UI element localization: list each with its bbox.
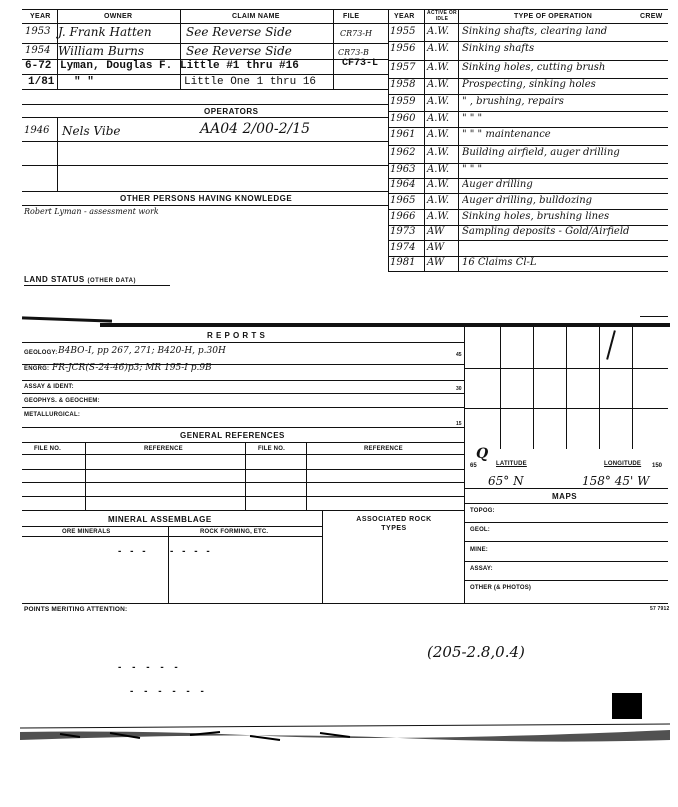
geophys-label: GEOPHYS. & GEOCHEM: <box>24 398 100 404</box>
year2-header: YEAR <box>394 13 415 20</box>
operation-year: 1964 <box>390 179 416 190</box>
operation-type: Sinking holes, cutting brush <box>462 62 606 73</box>
operation-status: A.W. <box>427 147 450 158</box>
operation-status: A.W. <box>427 79 450 90</box>
operation-year: 1960 <box>390 113 416 124</box>
reports-title: R E P O R T S <box>207 331 266 340</box>
geol-label: GEOL: <box>470 527 490 533</box>
latitude-degree-mark: 65 <box>470 463 477 469</box>
other-persons-text: Robert Lyman - assessment work <box>24 207 159 216</box>
rock-forming-header: ROCK FORMING, ETC. <box>200 529 269 535</box>
operation-type: " " " maintenance <box>462 129 551 140</box>
geology-value: B4BO-I, pp 267, 271; B420-H, p.30H <box>58 346 226 356</box>
owner-row-name: " " <box>74 76 94 88</box>
operation-status: A.W. <box>427 179 450 190</box>
operation-status: AW <box>427 226 445 237</box>
operation-status: A.W. <box>427 211 450 222</box>
stray-dashes: - - - - - <box>118 662 182 673</box>
active-idle-header: ACTIVE OR IDLE <box>427 10 457 22</box>
operation-year: 1981 <box>390 257 416 268</box>
associated-rock-types-header: ASSOCIATED ROCK TYPES <box>356 516 432 532</box>
black-square <box>612 693 642 719</box>
reference-header: REFERENCE <box>144 446 183 452</box>
owner-row-year: 1953 <box>25 26 51 37</box>
operation-status: A.W. <box>427 26 450 37</box>
operation-type: Auger drilling <box>462 179 533 190</box>
quadrant-mark: Q <box>476 446 489 462</box>
operation-type: Prospecting, sinking holes <box>462 79 596 90</box>
operation-year: 1955 <box>390 26 416 37</box>
operation-year: 1962 <box>390 147 416 158</box>
file-header: FILE <box>343 13 360 20</box>
operation-year: 1965 <box>390 195 416 206</box>
row-number: 15 <box>456 421 462 427</box>
operation-status: A.W. <box>427 43 450 54</box>
owner-header: OWNER <box>104 13 133 20</box>
operation-status: A.W. <box>427 96 450 107</box>
operator-ref: AA04 2/00-2/15 <box>200 121 311 137</box>
operation-type: Auger drilling, bulldozing <box>462 195 593 206</box>
operation-year: 1956 <box>390 43 416 54</box>
year-header: YEAR <box>30 13 51 20</box>
owner-row-year: 1/81 <box>28 76 55 88</box>
assay-map-label: ASSAY: <box>470 566 493 572</box>
operation-status: A.W. <box>427 164 450 175</box>
assay-label: ASSAY & IDENT: <box>24 384 74 390</box>
owner-row-file: CR73-H <box>340 29 373 38</box>
operation-type: 16 Claims Cl-L <box>462 257 537 268</box>
scan-noise-band <box>20 718 670 748</box>
engrg-label: ENGRG: <box>24 366 50 372</box>
operation-year: 1973 <box>390 226 416 237</box>
form-number: 57 7912 <box>650 606 670 612</box>
ore-dashes: - - - <box>118 546 149 557</box>
owner-row-claim: Little #1 thru #16 <box>180 60 299 72</box>
ore-minerals-header: ORE MINERALS <box>62 529 111 535</box>
longitude-degree-mark: 150 <box>652 463 663 469</box>
operation-year: 1958 <box>390 79 416 90</box>
row-number: 30 <box>456 386 462 392</box>
operation-type: Sinking holes, brushing lines <box>462 211 610 222</box>
owner-row-name: William Burns <box>58 44 144 58</box>
longitude-label: LONGITUDE <box>604 461 642 467</box>
mine-label: MINE: <box>470 547 488 553</box>
maps-title: MAPS <box>552 492 578 501</box>
crew-header: CREW <box>640 13 663 20</box>
owner-row-claim: See Reverse Side <box>186 44 292 58</box>
mineral-assemblage-title: MINERAL ASSEMBLAGE <box>108 515 212 524</box>
operation-year: 1974 <box>390 242 416 253</box>
owner-row-claim: Little One 1 thru 16 <box>184 76 317 88</box>
operation-year: 1957 <box>390 62 416 73</box>
operation-type: Building airfield, auger drilling <box>462 147 620 158</box>
land-status-label: LAND STATUS (OTHER DATA) <box>24 275 136 284</box>
operation-status: A.W. <box>427 195 450 206</box>
reference-header-2: REFERENCE <box>364 446 403 452</box>
other-persons-title: OTHER PERSONS HAVING KNOWLEDGE <box>120 194 293 203</box>
operation-year: 1966 <box>390 211 416 222</box>
latitude-value: 65° N <box>488 474 524 488</box>
owner-row-year: 1954 <box>25 45 51 56</box>
operation-status: AW <box>427 257 445 268</box>
owner-row-file: CR73-B <box>338 48 369 57</box>
geology-label: GEOLOGY: <box>24 350 58 356</box>
row-number: 45 <box>456 352 462 358</box>
operation-status: A.W. <box>427 113 450 124</box>
latitude-label: LATITUDE <box>496 461 527 467</box>
rock-dashes: - - - - <box>170 546 213 557</box>
operation-year: 1963 <box>390 164 416 175</box>
operation-type: Sinking shafts <box>462 43 535 54</box>
owner-row-file: CF73-L <box>342 58 379 69</box>
operation-status: AW <box>427 242 445 253</box>
owner-row-name: J. Frank Hatten <box>58 25 152 39</box>
longitude-value: 158° 45' W <box>582 474 650 488</box>
stray-dashes: - - - - - - <box>130 686 208 697</box>
operators-title: OPERATORS <box>204 107 259 116</box>
type-of-operation-header: TYPE OF OPERATION <box>514 13 593 20</box>
operation-type: " , brushing, repairs <box>462 96 564 107</box>
owner-row-claim: See Reverse Side <box>186 25 292 39</box>
owner-row-year: 6-72 <box>25 60 52 72</box>
operation-type: Sampling deposits - Gold/Airfield <box>462 226 630 237</box>
operator-name: Nels Vibe <box>62 124 121 138</box>
file-no-header: FILE NO. <box>34 446 61 452</box>
general-references-title: GENERAL REFERENCES <box>180 431 285 440</box>
operator-year: 1946 <box>24 125 50 136</box>
operation-status: A.W. <box>427 62 450 73</box>
operation-status: A.W. <box>427 129 450 140</box>
operation-type: " " " <box>462 113 483 124</box>
operation-year: 1961 <box>390 129 416 140</box>
operation-type: " " " <box>462 164 483 175</box>
metallurgical-label: METALLURGICAL: <box>24 412 81 418</box>
coordinate-note: (205-2.8,0.4) <box>427 643 525 661</box>
claim-name-header: CLAIM NAME <box>232 13 280 20</box>
owner-row-name: Lyman, Douglas F. <box>60 60 173 72</box>
points-meriting-attention-label: POINTS MERITING ATTENTION: <box>24 606 128 613</box>
other-photos-label: OTHER (& PHOTOS) <box>470 585 532 591</box>
file-no-header-2: FILE NO. <box>258 446 285 452</box>
operation-type: Sinking shafts, clearing land <box>462 26 608 37</box>
operation-year: 1959 <box>390 96 416 107</box>
topog-label: TOPOG: <box>470 508 495 514</box>
engrg-value: FR-JCR(S-24-46)p3; MR 195-I p.9B <box>52 363 212 373</box>
